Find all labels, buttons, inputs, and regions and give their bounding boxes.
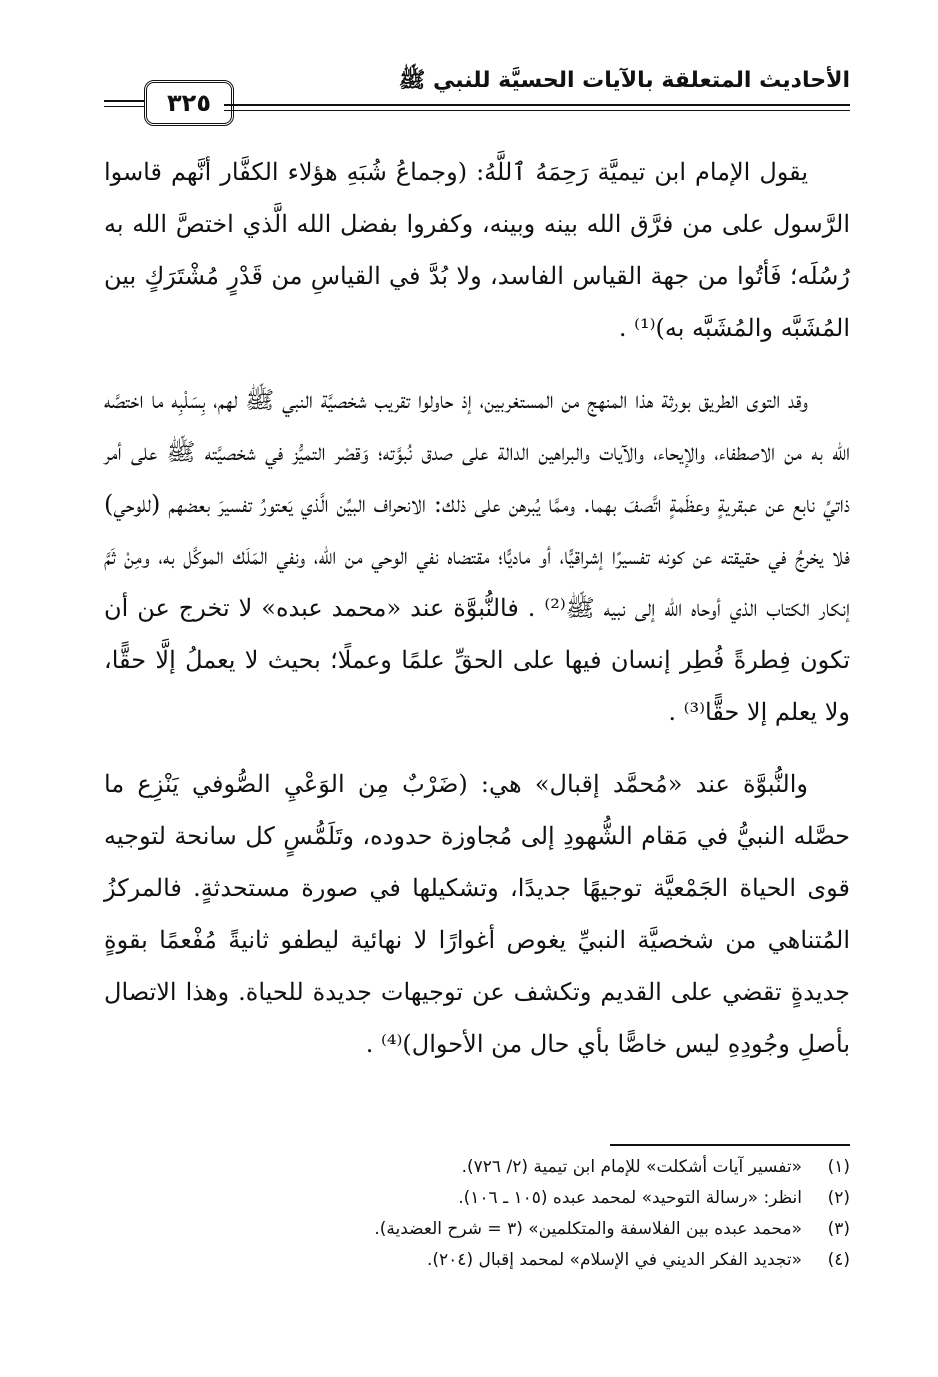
footnote-text: «تجديد الفكر الديني في الإسلام» لمحمد إقبال (٢٠٤). [427, 1250, 802, 1270]
main-text [104, 146, 850, 1070]
footnote-text: «تفسير آيات أشكلت» للإمام ابن تيمية (٢/ ٧٢٦). [461, 1157, 802, 1177]
header-rule-thin [224, 110, 850, 111]
footnote-number: (٢) [827, 1188, 850, 1208]
footnote-number: (١) [827, 1157, 850, 1177]
footnote-2 [104, 1183, 850, 1214]
paragraph-ibn-taymiyya: يقول الإمام ابن تيميَّة رَحِمَهُ ٱللَّهُ: (وجماعُ شُبَهِ هؤلاء الكفَّار أنَّهم قاسوا الرَّسول على من فرَّق الله بينه وبينه، وكفروا بفضل الله الَّذي اختصَّ الله به رُسُلَه؛ فَأتُوا من جهة القياس الفاسد، ولا بُدَّ في القياسِ من قَدْرٍ مُشْتَرَكٍ بين المُشَبَّه والمُشَبَّه به)⁽¹⁾ . [104, 158, 851, 342]
footnotes [104, 1152, 850, 1276]
page-header [104, 60, 850, 140]
header-left-rule [104, 100, 144, 102]
footnote-number: (٤) [827, 1250, 850, 1270]
footnote-text: «محمد عبده بين الفلاسفة والمتكلمين» (٣ = شرح العضدية). [374, 1219, 802, 1239]
footnote-number: (٣) [827, 1219, 850, 1239]
header-rule [224, 104, 850, 106]
footnote-text: انظر: «رسالة التوحيد» لمحمد عبده (١٠٥ ـ ١٠٦). [458, 1188, 802, 1208]
footnote-1 [104, 1152, 850, 1183]
paragraph-westernizers: وقد التوى الطريق بورثة هذا المنهج من المستغربين، إذ حاولوا تقريب شخصيَّة النبي ﷺ لهم، بِسَلْبِه ما اختصَّه الله به من الاصطفاء، والإيحاء، والآيات والبراهين الدالة على صدق نُبوَّته؛ وَقصْر التميُّز في شخصيَّته ﷺ على أمر ذاتيِّ نابع عن عبقريةٍ وعظَمةٍ اتَّصفَ بهما. وممَّا يُبرهن على ذلك: الانحراف البيِّن الَّذي يَعتورُ تفسيرَ بعضهم (للوحي) فلا يخرجُ في حقيقته عن كونه تفسيرًا إشراقيًّا، أو ماديًّا؛ مقتضاه نفي الوحي من الله، ونفي المَلَك الموكَّل به، ومِنْ ثَمَّ إنكار الكتاب الذي أوحاه الله إلى نبيه ﷺ⁽²⁾ . فالنُّبوَّة عند «محمد عبده» لا تخرج عن أن تكون فِطرةً فُطِر إنسان فيها على الحقِّ علمًا وعملًا؛ بحيث لا يعملُ إلَّا حقًّا، ولا يعلم إلا حقًّا⁽³⁾ . [104, 386, 850, 726]
page-number: ٣٢٥ [144, 80, 234, 126]
header-left-rule-thin [104, 106, 144, 107]
running-title: الأحاديث المتعلقة بالآيات الحسيَّة للنبي ﷺ [398, 68, 850, 93]
footnote-4 [104, 1245, 850, 1276]
footnote-3 [104, 1214, 850, 1245]
footnote-separator [610, 1144, 850, 1146]
paragraph-iqbal: والنُّبوَّة عند «مُحمَّد إقبال» هي: (ضَرْبٌ مِن الوَعْيِ الصُّوفي يَنْزِع ما حصَّله النبيُّ في مَقام الشُّهودِ إلى مُجاوزة حدوده، وتَلَمُّسٍ كل سانحة لتوجيه قوى الحياة الجَمْعيَّة توجيهًا جديدًا، وتشكيلها في صورة مستحدثةٍ. فالمركزُ المُتناهي من شخصيَّة النبيِّ يغوص أغوارًا لا نهائية ليطفو ثانيةً مُفْعمًا بقوةٍ جديدةٍ تقضي على القديم وتكشف عن توجيهات جديدة للحياة. وهذا الاتصال بأصلِ وجُودِهِ ليس خاصًّا بأي حال من الأحوال)⁽⁴⁾ . [104, 770, 850, 1058]
